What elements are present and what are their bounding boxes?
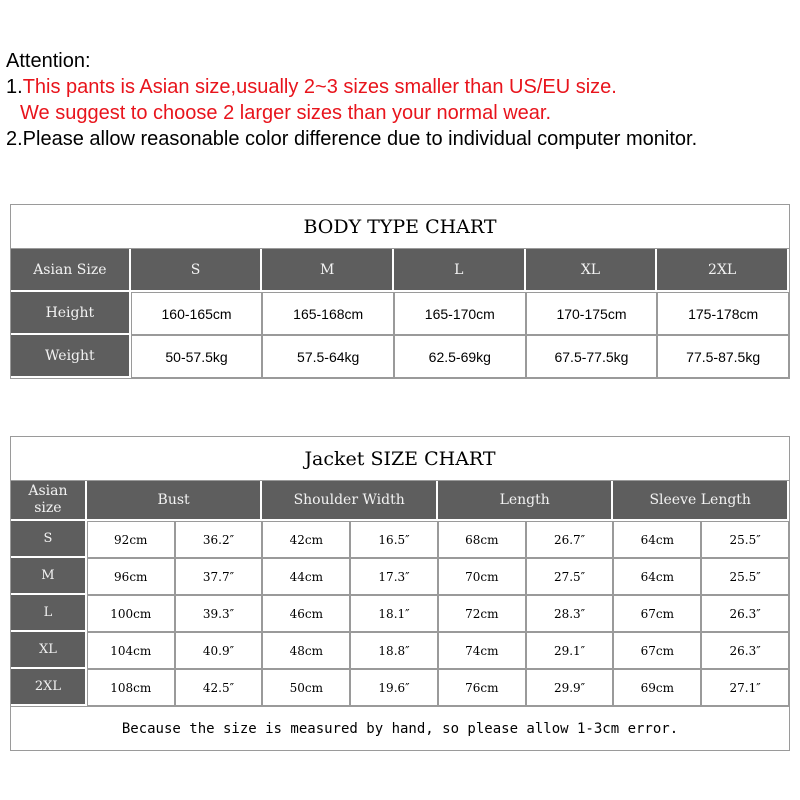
body-chart-size-header: L xyxy=(394,249,526,292)
jacket-chart-cell: 68cm xyxy=(438,521,526,558)
jacket-chart-cell: 16.5″ xyxy=(350,521,438,558)
attention-line-3: 2.Please allow reasonable color difference due to individual computer monitor. xyxy=(6,128,698,150)
jacket-chart-cell: 92cm xyxy=(87,521,175,558)
jacket-chart-cell: 64cm xyxy=(613,521,701,558)
jacket-chart-cell: 46cm xyxy=(262,595,350,632)
attention-line-1 xyxy=(6,74,617,100)
body-chart-size-header: M xyxy=(262,249,394,292)
jacket-chart-size-label: S xyxy=(11,521,87,558)
jacket-chart-cell: 27.5″ xyxy=(526,558,614,595)
jacket-chart-row xyxy=(11,632,789,669)
jacket-chart-body xyxy=(11,521,789,706)
attention-line-2-text: We suggest to choose 2 larger sizes than your normal wear. xyxy=(20,102,552,124)
jacket-chart-cell: 36.2″ xyxy=(175,521,263,558)
body-chart-size-header: 2XL xyxy=(657,249,789,292)
jacket-chart-cell: 29.9″ xyxy=(526,669,614,706)
jacket-chart-corner-line-1: Asian xyxy=(28,483,68,499)
jacket-chart-cell: 18.1″ xyxy=(350,595,438,632)
body-chart-cell: 50-57.5kg xyxy=(131,335,263,378)
jacket-chart-size-label: XL xyxy=(11,632,87,669)
jacket-chart-header-row xyxy=(11,481,789,521)
jacket-chart-cell: 67cm xyxy=(613,595,701,632)
jacket-chart-size-label: 2XL xyxy=(11,669,87,706)
attention-heading: Attention: xyxy=(6,50,91,72)
body-chart-row-label: Weight xyxy=(11,335,131,378)
body-chart-cell: 57.5-64kg xyxy=(262,335,394,378)
attention-line-1-prefix: 1. xyxy=(6,76,23,98)
body-chart-row-weight xyxy=(11,335,789,378)
jacket-chart-cell: 44cm xyxy=(262,558,350,595)
jacket-chart-cell: 39.3″ xyxy=(175,595,263,632)
jacket-chart-cell: 50cm xyxy=(262,669,350,706)
body-chart-corner: Asian Size xyxy=(11,249,131,292)
jacket-chart-cell: 96cm xyxy=(87,558,175,595)
body-chart-size-header: XL xyxy=(526,249,658,292)
jacket-chart-cell: 70cm xyxy=(438,558,526,595)
jacket-chart-cell: 26.7″ xyxy=(526,521,614,558)
jacket-chart-row xyxy=(11,521,789,558)
body-chart-cell: 175-178cm xyxy=(657,292,789,335)
jacket-chart-cell: 27.1″ xyxy=(701,669,789,706)
jacket-chart-cell: 26.3″ xyxy=(701,595,789,632)
body-chart-cell: 77.5-87.5kg xyxy=(657,335,789,378)
body-chart-cell: 67.5-77.5kg xyxy=(526,335,658,378)
body-chart-cell: 165-168cm xyxy=(262,292,394,335)
jacket-chart-cell: 40.9″ xyxy=(175,632,263,669)
jacket-chart-cell: 74cm xyxy=(438,632,526,669)
jacket-chart-row xyxy=(11,558,789,595)
jacket-chart-cell: 69cm xyxy=(613,669,701,706)
body-chart-cell: 165-170cm xyxy=(394,292,526,335)
jacket-chart-cell: 17.3″ xyxy=(350,558,438,595)
jacket-chart-column-header: Bust xyxy=(87,481,263,521)
jacket-chart-corner xyxy=(11,481,87,521)
jacket-chart-cell: 42cm xyxy=(262,521,350,558)
jacket-chart-cell: 25.5″ xyxy=(701,558,789,595)
jacket-chart-cell: 108cm xyxy=(87,669,175,706)
measurement-note: Because the size is measured by hand, so please allow 1-3cm error. xyxy=(11,706,789,750)
jacket-chart-cell: 67cm xyxy=(613,632,701,669)
jacket-chart-column-header: Sleeve Length xyxy=(613,481,789,521)
jacket-chart-cell: 64cm xyxy=(613,558,701,595)
body-chart-cell: 62.5-69kg xyxy=(394,335,526,378)
jacket-chart-cell: 48cm xyxy=(262,632,350,669)
jacket-chart-cell: 26.3″ xyxy=(701,632,789,669)
jacket-chart-cell: 28.3″ xyxy=(526,595,614,632)
jacket-chart-cell: 37.7″ xyxy=(175,558,263,595)
jacket-chart-row xyxy=(11,669,789,706)
body-chart-cell: 170-175cm xyxy=(526,292,658,335)
jacket-chart-cell: 42.5″ xyxy=(175,669,263,706)
jacket-chart-title: Jacket SIZE CHART xyxy=(11,437,789,481)
jacket-chart-cell: 18.8″ xyxy=(350,632,438,669)
body-chart-title: BODY TYPE CHART xyxy=(11,205,789,249)
jacket-chart-cell: 29.1″ xyxy=(526,632,614,669)
body-chart-size-header: S xyxy=(131,249,263,292)
attention-line-1-text: This pants is Asian size,usually 2~3 sizes smaller than US/EU size. xyxy=(22,76,617,98)
attention-line-2 xyxy=(20,100,551,126)
body-chart-row-height xyxy=(11,292,789,335)
jacket-chart-cell: 76cm xyxy=(438,669,526,706)
body-chart-header-row xyxy=(11,249,789,292)
body-chart-cell: 160-165cm xyxy=(131,292,263,335)
body-chart-row-label: Height xyxy=(11,292,131,335)
jacket-chart-size-label: L xyxy=(11,595,87,632)
jacket-chart-cell: 19.6″ xyxy=(350,669,438,706)
jacket-chart-cell: 25.5″ xyxy=(701,521,789,558)
jacket-chart-column-header: Shoulder Width xyxy=(262,481,438,521)
jacket-chart-row xyxy=(11,595,789,632)
jacket-size-chart xyxy=(10,436,790,751)
jacket-chart-cell: 100cm xyxy=(87,595,175,632)
jacket-chart-cell: 104cm xyxy=(87,632,175,669)
body-type-chart xyxy=(10,204,790,379)
jacket-chart-corner-line-2: size xyxy=(34,500,62,516)
jacket-chart-size-label: M xyxy=(11,558,87,595)
jacket-chart-column-header: Length xyxy=(438,481,614,521)
jacket-chart-cell: 72cm xyxy=(438,595,526,632)
